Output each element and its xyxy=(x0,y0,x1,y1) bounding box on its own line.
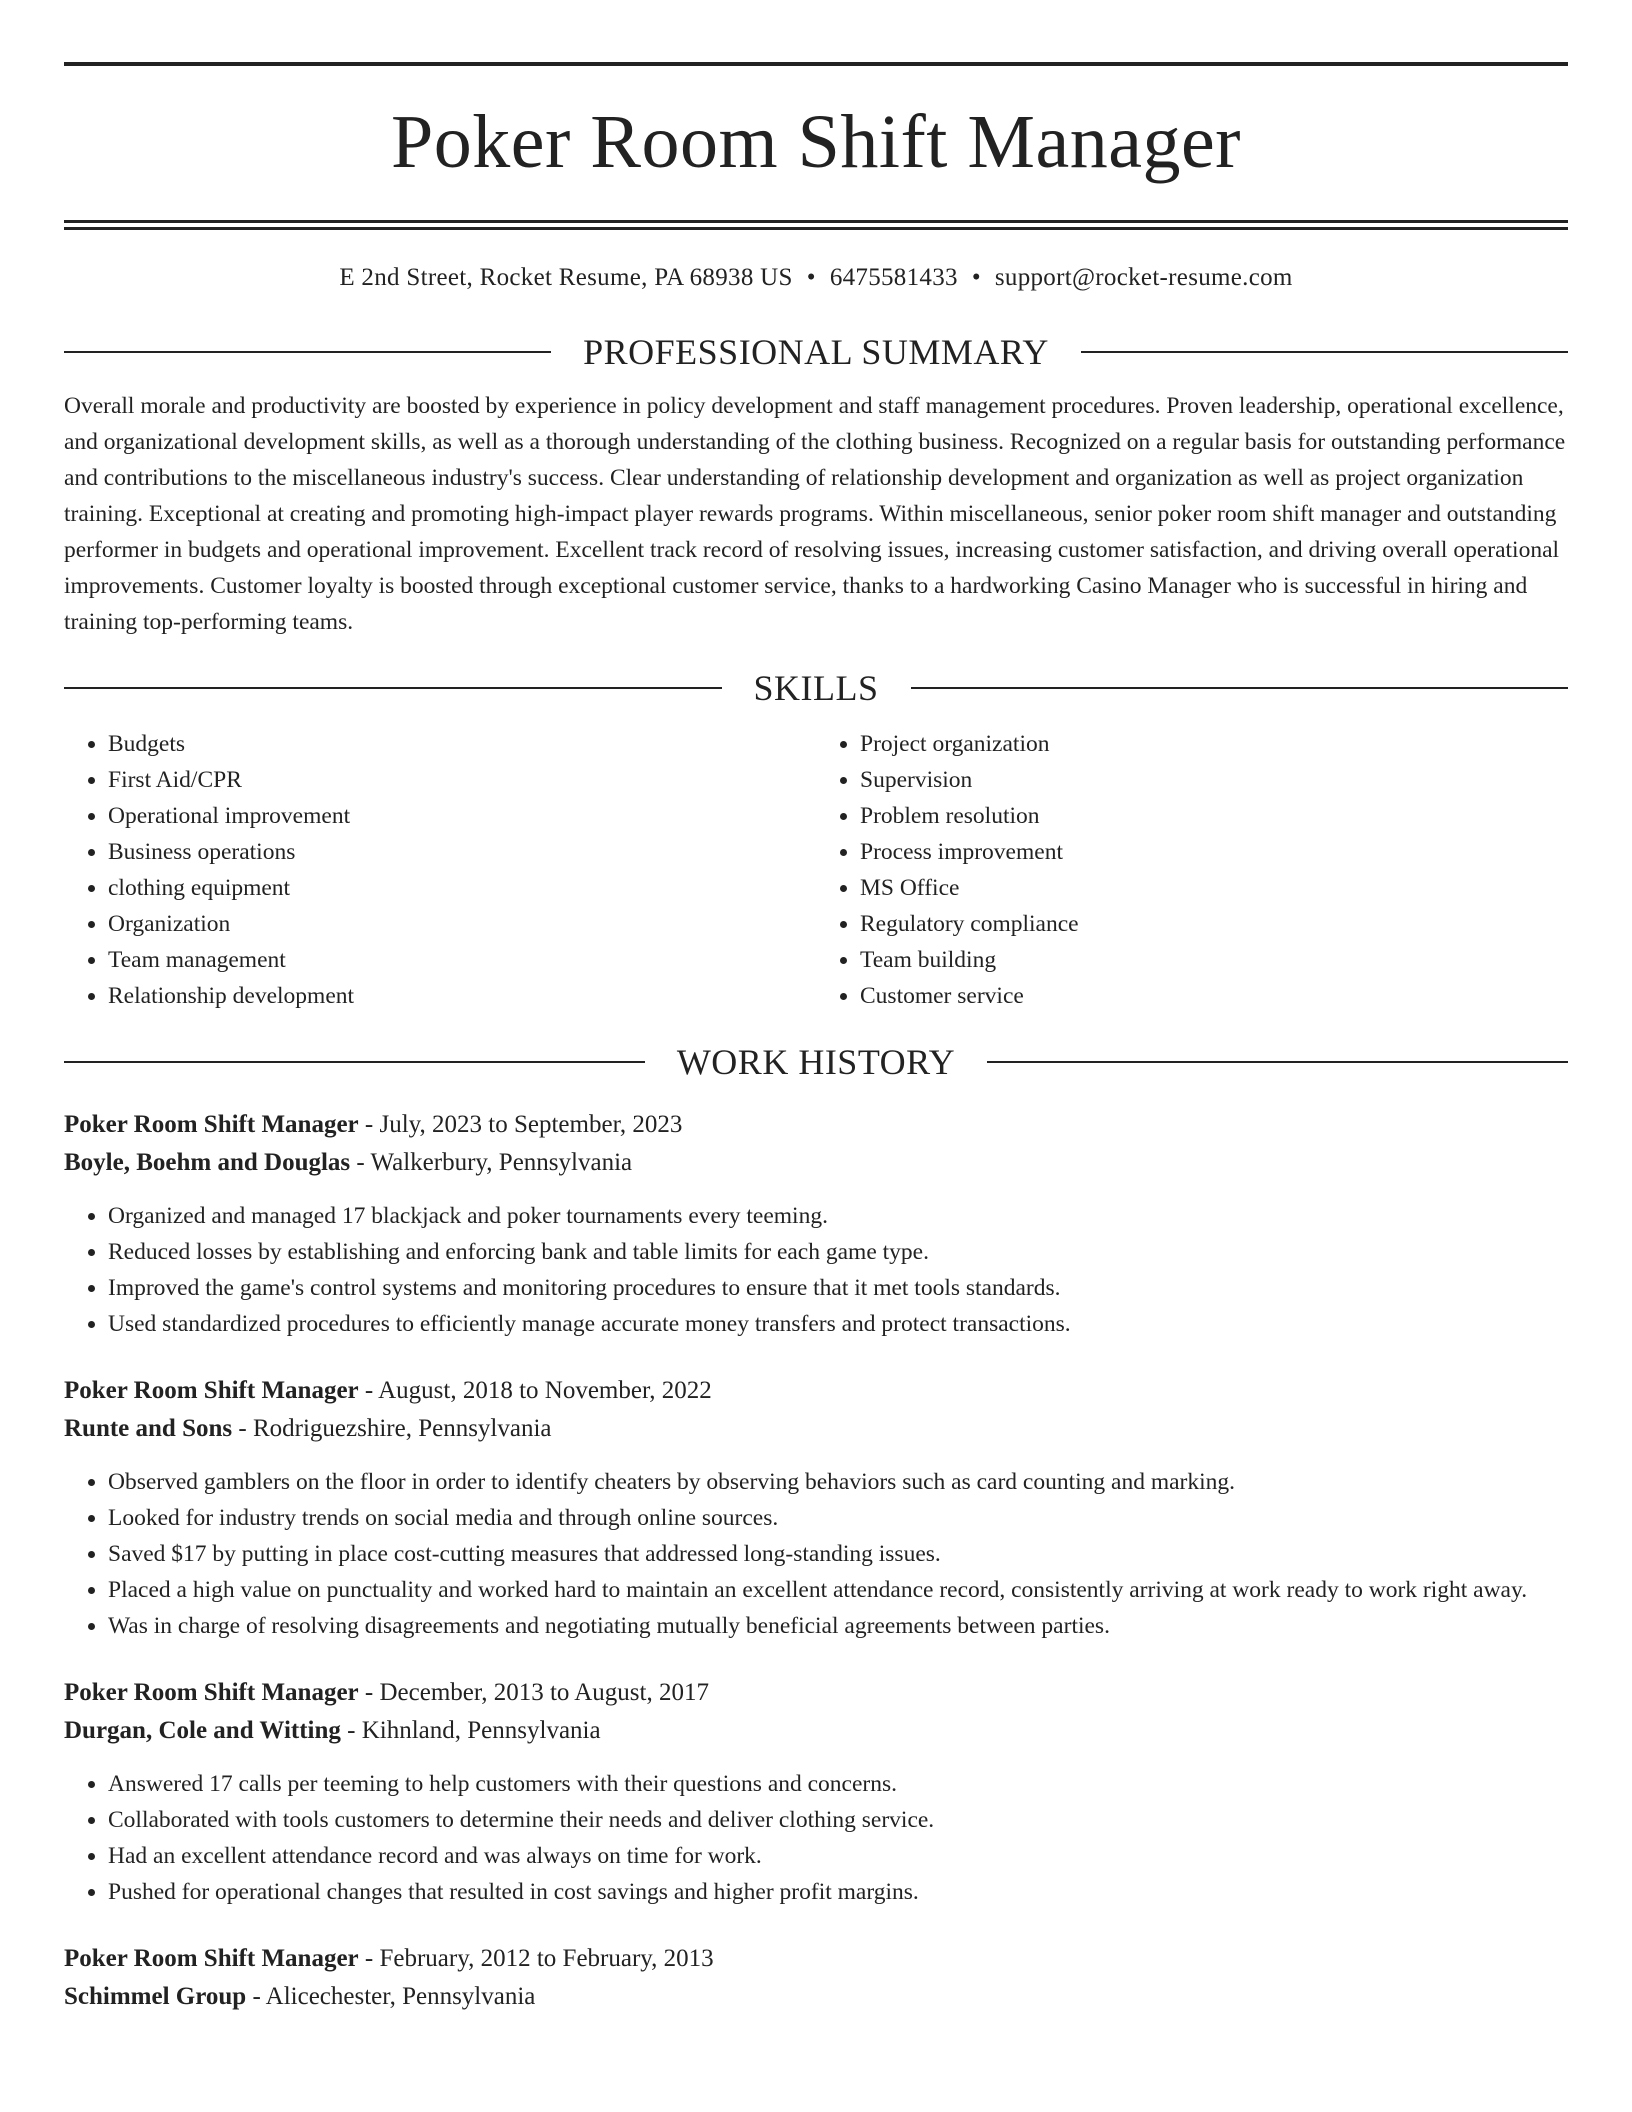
skill-item: • Customer service xyxy=(860,978,1568,1014)
skills-heading: SKILLS xyxy=(753,668,879,708)
job-title: Poker Room Shift Manager xyxy=(64,1679,359,1706)
job-bullets xyxy=(64,1198,1568,1342)
job-bullet: • Saved $17 by putting in place cost-cutting measures that addressed long-standing issues. xyxy=(108,1536,1568,1572)
heading-rule-right xyxy=(987,1061,1568,1063)
job-title: Poker Room Shift Manager xyxy=(64,1377,359,1404)
job-bullet: • Placed a high value on punctuality and worked hard to maintain an excellent attendance record, consistently arriving at work ready to work right away. xyxy=(108,1572,1568,1608)
skills-list xyxy=(64,726,1568,1014)
job-location: - Kihnland, Pennsylvania xyxy=(340,1717,601,1744)
job-title: Poker Room Shift Manager xyxy=(64,1111,359,1138)
job-bullet: • Answered 17 calls per teeming to help customers with their questions and concerns. xyxy=(108,1766,1568,1802)
skill-item: • Project organization xyxy=(860,726,1568,762)
contact-phone[interactable]: 6475581433 xyxy=(829,264,958,291)
job-location: - Walkerbury, Pennsylvania xyxy=(350,1149,633,1176)
job-company: Runte and Sons xyxy=(64,1415,233,1442)
job-company: Durgan, Cole and Witting xyxy=(64,1717,341,1744)
job-entry xyxy=(64,1372,1568,1644)
skill-item: • Budgets xyxy=(108,726,816,762)
job-dates: - February, 2012 to February, 2013 xyxy=(358,1945,714,1972)
job-bullet: • Observed gamblers on the floor in order to identify cheaters by observing behaviors such as card counting and marking. xyxy=(108,1464,1568,1500)
job-title-line xyxy=(64,1106,1568,1144)
skill-item: • Team management xyxy=(108,942,816,978)
contact-line xyxy=(64,262,1568,294)
job-location: - Rodriguezshire, Pennsylvania xyxy=(232,1415,552,1442)
job-dates: - July, 2023 to September, 2023 xyxy=(358,1111,683,1138)
skill-item: • Problem resolution xyxy=(860,798,1568,834)
job-title-line xyxy=(64,1674,1568,1712)
job-company: Boyle, Boehm and Douglas xyxy=(64,1149,351,1176)
job-company-line xyxy=(64,1978,1568,2016)
contact-separator: • xyxy=(971,264,981,291)
heading-rule-right xyxy=(911,687,1569,689)
job-entry xyxy=(64,1940,1568,2016)
job-bullet: • Was in charge of resolving disagreements and negotiating mutually beneficial agreements between parties. xyxy=(108,1608,1568,1644)
skills-section-heading xyxy=(64,666,1568,710)
skill-item: • First Aid/CPR xyxy=(108,762,816,798)
job-bullet: • Organized and managed 17 blackjack and poker tournaments every teeming. xyxy=(108,1198,1568,1234)
skill-item: • Team building xyxy=(860,942,1568,978)
job-entry xyxy=(64,1674,1568,1910)
summary-text: Overall morale and productivity are boosted by experience in policy development and staff management procedures. Proven leadership, operational excellence, and organizational development skills, as well as a thorough understanding of the clothing business. Recognized on a regular basis for outstanding performance and contributions to the miscellaneous industry's success. Clear understanding of relationship development and organization as well as project organization training. Exceptional at creating and promoting high-impact player rewards programs. Within miscellaneous, senior poker room shift manager and outstanding performer in budgets and operational improvement. Excellent track record of resolving issues, increasing customer satisfaction, and driving overall operational improvements. Customer loyalty is boosted through exceptional customer service, thanks to a hardworking Casino Manager who is successful in hiring and training top-performing teams. xyxy=(64,393,1566,635)
skills-column-left xyxy=(64,726,816,1014)
job-bullet: • Reduced losses by establishing and enforcing bank and table limits for each game type. xyxy=(108,1234,1568,1270)
summary-section-heading xyxy=(64,330,1568,374)
job-bullets xyxy=(64,1464,1568,1644)
contact-email[interactable]: support@rocket-resume.com xyxy=(994,264,1293,291)
job-bullet: • Had an excellent attendance record and was always on time for work. xyxy=(108,1838,1568,1874)
job-bullet: • Looked for industry trends on social media and through online sources. xyxy=(108,1500,1568,1536)
skill-item: • Operational improvement xyxy=(108,798,816,834)
job-bullet: • Collaborated with tools customers to determine their needs and deliver clothing service. xyxy=(108,1802,1568,1838)
page-title: Poker Room Shift Manager xyxy=(390,100,1241,184)
skill-item: • Business operations xyxy=(108,834,816,870)
job-company: Schimmel Group xyxy=(64,1983,247,2010)
heading-rule-left xyxy=(64,1061,645,1063)
job-entry xyxy=(64,1106,1568,1342)
job-title: Poker Room Shift Manager xyxy=(64,1945,359,1972)
job-title-line xyxy=(64,1372,1568,1410)
work-section-heading xyxy=(64,1040,1568,1084)
job-bullet: • Pushed for operational changes that resulted in cost savings and higher profit margins. xyxy=(108,1874,1568,1910)
heading-rule-right xyxy=(1081,351,1568,353)
job-bullet: • Improved the game's control systems and monitoring procedures to ensure that it met tools standards. xyxy=(108,1270,1568,1306)
job-company-line xyxy=(64,1712,1568,1750)
title-double-rule xyxy=(64,220,1568,230)
skill-item: • Supervision xyxy=(860,762,1568,798)
job-bullets xyxy=(64,1766,1568,1910)
skill-item: • Organization xyxy=(108,906,816,942)
skill-item: • MS Office xyxy=(860,870,1568,906)
job-company-line xyxy=(64,1144,1568,1182)
top-rule xyxy=(64,62,1568,66)
work-heading: WORK HISTORY xyxy=(676,1042,956,1082)
job-bullet: • Used standardized procedures to efficiently manage accurate money transfers and protect transactions. xyxy=(108,1306,1568,1342)
skills-column-right xyxy=(816,726,1568,1014)
resume-page xyxy=(64,0,1568,2016)
skill-item: • Regulatory compliance xyxy=(860,906,1568,942)
heading-rule-left xyxy=(64,351,551,353)
heading-rule-left xyxy=(64,687,722,689)
job-company-line xyxy=(64,1410,1568,1448)
job-title-line xyxy=(64,1940,1568,1978)
skill-item: • clothing equipment xyxy=(108,870,816,906)
contact-separator: • xyxy=(806,264,816,291)
contact-address: E 2nd Street, Rocket Resume, PA 68938 US xyxy=(339,264,793,291)
skill-item: • Relationship development xyxy=(108,978,816,1014)
skill-item: • Process improvement xyxy=(860,834,1568,870)
job-location: - Alicechester, Pennsylvania xyxy=(246,1983,536,2010)
summary-heading: PROFESSIONAL SUMMARY xyxy=(583,332,1049,372)
job-dates: - August, 2018 to November, 2022 xyxy=(358,1377,712,1404)
job-dates: - December, 2013 to August, 2017 xyxy=(358,1679,709,1706)
